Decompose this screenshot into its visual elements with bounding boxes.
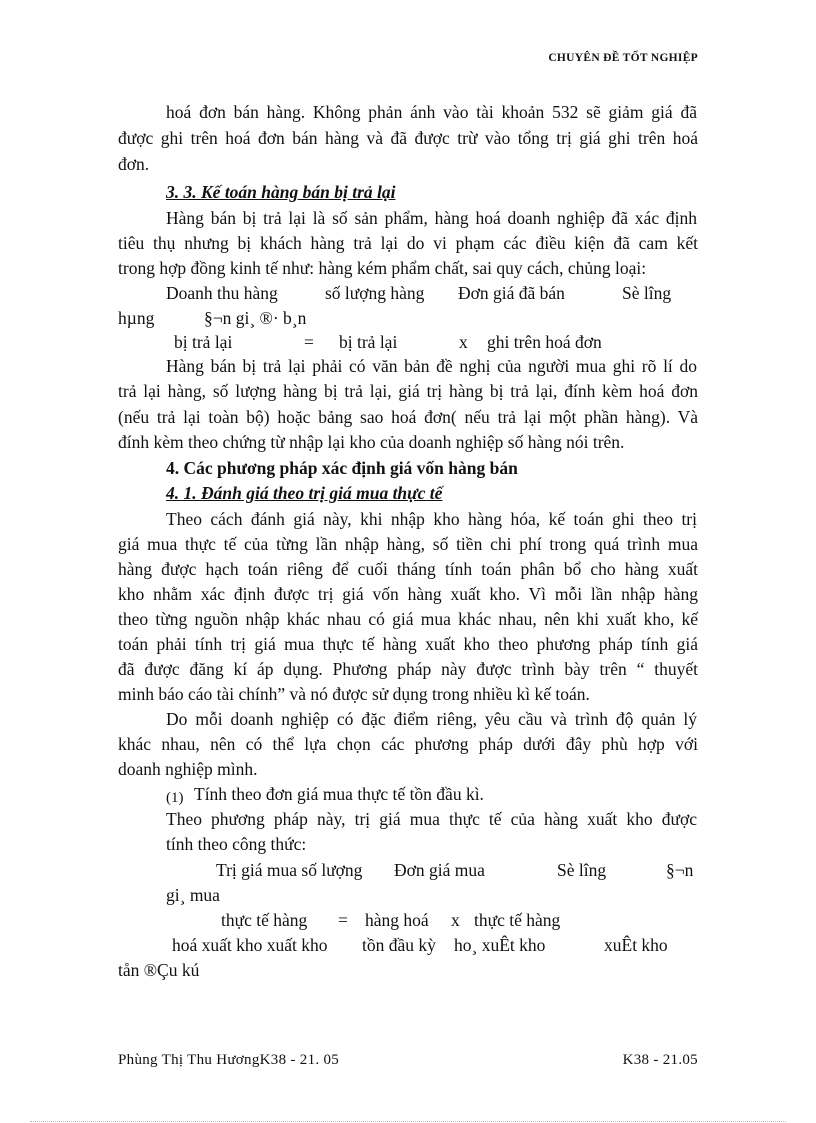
formula2-r1-c: Sè lîng — [557, 860, 607, 880]
formula1-r1-a: Doanh thu hàng — [166, 283, 278, 303]
formula2-r5-a: tån ®Çu kú — [118, 960, 200, 980]
p3-line-2: trả lại hàng, số lượng hàng bị trả lại, giá trị hàng bị trả lại, đính kèm hoá đơn — [118, 381, 698, 401]
p2-line-2: tiêu thụ nhưng bị khách hàng trả lại do vi phạm các điều kiện đã cam kết — [118, 233, 698, 253]
p3-line-3: (nếu trả lại toàn bộ) hoặc bảng sao hoá đơn( nếu trả lại một phần hàng). Và — [118, 407, 698, 427]
formula1-r3-b: bị trả lại — [339, 332, 398, 352]
formula2-r4-c: ho¸ xuÊt kho — [454, 935, 546, 955]
formula1-r2-a: hµng — [118, 308, 155, 328]
item1-number: (1) — [166, 790, 184, 806]
formula1-r3-x: x — [459, 332, 468, 352]
formula1-r3-eq: = — [304, 332, 314, 352]
running-header: CHUYÊN ĐỀ TỐT NGHIỆP — [548, 52, 698, 64]
footer-author: Phùng Thị Thu HươngK38 - 21. 05 — [118, 1052, 340, 1068]
formula2-r4-a: hoá xuất kho xuất kho — [172, 935, 328, 955]
p4-line-1: Theo cách đánh giá này, khi nhập kho hàng hóa, kế toán ghi theo trị — [166, 509, 697, 529]
formula1-r1-d: Sè lîng — [622, 283, 672, 303]
formula2-r3-c: thực tế hàng — [474, 910, 561, 930]
formula2-r1-a: Trị giá mua số lượng — [216, 860, 363, 880]
formula1-r3-a: bị trả lại — [174, 332, 233, 352]
formula1-r2-b: §¬n gi¸ ®· b¸n — [204, 308, 307, 328]
p4-line-6: toán phải tính trị giá mua thực tế hàng xuất kho theo phương pháp tính giá — [118, 634, 698, 654]
p4-line-3: hàng được hạch toán riêng để cuối tháng tính toán phân bổ cho hàng xuất — [118, 559, 698, 579]
p3-line-1: Hàng bán bị trả lại phải có văn bản đề nghị của người mua ghi rõ lí do — [166, 356, 697, 376]
p4-line-2: giá mua thực tế của từng lần nhập hàng, số tiền chi phí trong quá trình mua — [118, 534, 698, 554]
formula2-r3-x: x — [451, 910, 460, 930]
p1-line-1: hoá đơn bán hàng. Không phản ánh vào tài khoản 532 sẽ giảm giá đã — [166, 102, 697, 122]
page-bottom-divider — [30, 1121, 786, 1122]
formula2-r1-d: §¬n — [666, 860, 694, 880]
p3-line-4: đính kèm theo chứng từ nhập lại kho của doanh nghiệp số hàng nói trên. — [118, 432, 625, 452]
p2-line-1: Hàng bán bị trả lại là số sản phẩm, hàng hoá doanh nghiệp đã xác định — [166, 208, 697, 228]
formula2-r3-eq: = — [338, 910, 348, 930]
p5-line-1: Do mỗi doanh nghiệp có đặc điểm riêng, yêu cầu và trình độ quản lý — [166, 709, 697, 729]
formula1-r1-c: Đơn giá đã bán — [458, 283, 565, 303]
p4-line-7: đã được đăng kí áp dụng. Phương pháp này được trình bày trên “ thuyết — [118, 659, 698, 679]
formula2-r2-a: gi¸ mua — [166, 885, 220, 905]
p4-line-8: minh báo cáo tài chính” và nó được sử dụng trong nhiều kì kế toán. — [118, 684, 590, 704]
formula2-r3-b: hàng hoá — [365, 910, 429, 930]
footer-class-code: K38 - 21.05 — [622, 1052, 698, 1068]
p2-line-3: trong hợp đồng kinh tế như: hàng kém phẩm chất, sai quy cách, chủng loại: — [118, 258, 647, 278]
p5-line-3: doanh nghiệp mình. — [118, 759, 258, 779]
formula2-r4-d: xuÊt kho — [604, 935, 668, 955]
formula1-r1-b: số lượng hàng — [325, 283, 425, 303]
formula2-r4-b: tồn đầu kỳ — [362, 935, 436, 955]
formula2-r3-a: thực tế hàng — [221, 910, 308, 930]
heading-3-3: 3. 3. Kế toán hàng bán bị trả lại — [166, 182, 396, 202]
p4-line-5: theo từng nguồn nhập khác nhau có giá mua khác nhau, nên khi xuất kho, kế — [118, 609, 698, 629]
p5-line-2: khác nhau, nên có thể lựa chọn các phương pháp dưới đây phù hợp với — [118, 734, 698, 754]
heading-4-1: 4. 1. Đánh giá theo trị giá mua thực tế — [166, 483, 443, 503]
formula2-r1-b: Đơn giá mua — [394, 860, 485, 880]
p6-line-2: tính theo công thức: — [166, 834, 307, 854]
heading-4: 4. Các phương pháp xác định giá vốn hàng bán — [166, 458, 518, 478]
item1-text: Tính theo đơn giá mua thực tế tồn đầu kì. — [194, 784, 484, 804]
p1-line-2: được ghi trên hoá đơn bán hàng và đã được trừ vào tổng trị giá ghi trên hoá — [118, 128, 698, 148]
p6-line-1: Theo phương pháp này, trị giá mua thực tế của hàng xuất kho được — [166, 809, 697, 829]
p1-line-3: đơn. — [118, 154, 150, 174]
formula1-r3-c: ghi trên hoá đơn — [487, 332, 602, 352]
p4-line-4: kho nhằm xác định được trị giá vốn hàng xuất kho. Vì mỗi lần nhập hàng — [118, 584, 698, 604]
